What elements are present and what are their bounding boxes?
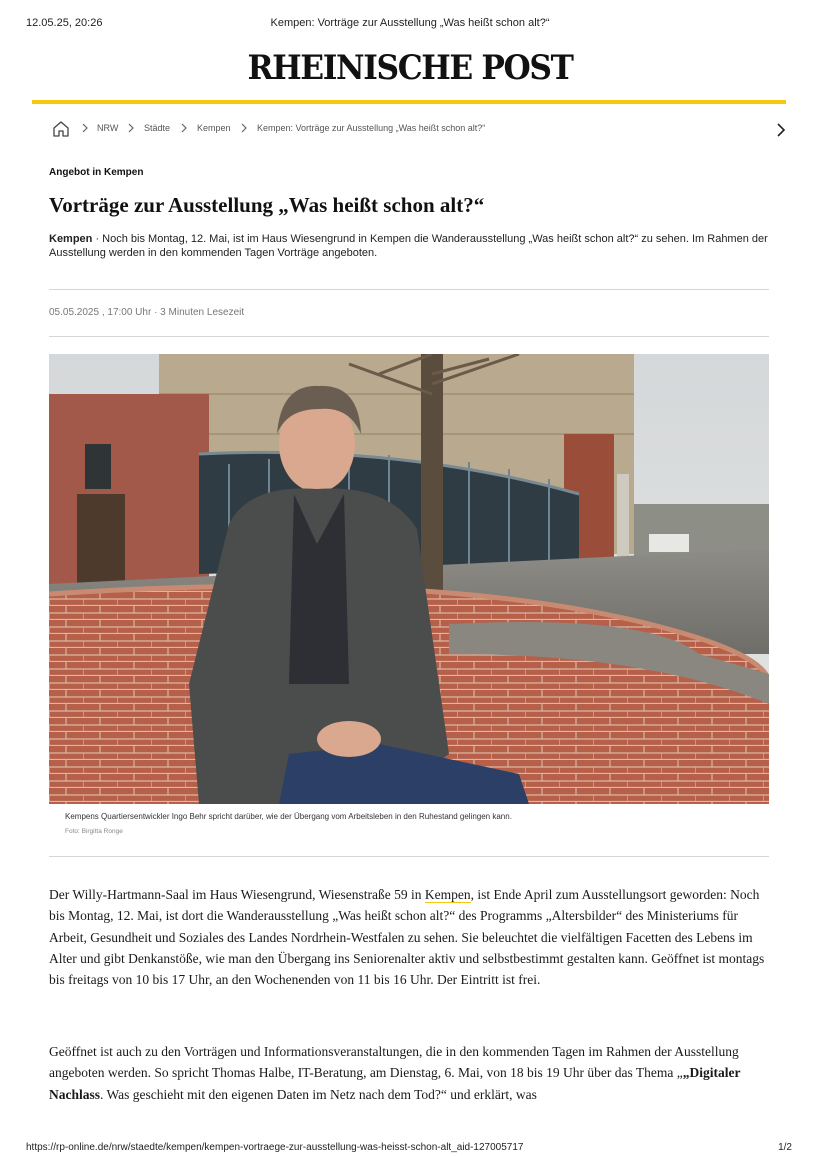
paragraph-text: Der Willy-Hartmann-Saal im Haus Wiesengrund, Wiesenstraße 59 in — [49, 887, 425, 902]
photo-caption: Kempens Quartiersentwickler Ingo Behr spricht darüber, wie der Übergang vom Arbeitsleben in den Ruhestand gelingen kann. — [65, 812, 512, 821]
article-headline: Vorträge zur Ausstellung „Was heißt schon alt?“ — [49, 193, 485, 217]
print-title: Kempen: Vorträge zur Ausstellung „Was heißt schon alt?“ — [270, 17, 550, 29]
lead-location: Kempen — [49, 233, 93, 245]
site-logo[interactable]: RHEINISCHE POST — [247, 48, 573, 88]
print-footer — [0, 1142, 820, 1156]
breadcrumb-nrw[interactable]: NRW — [97, 123, 119, 133]
breadcrumb-kempen[interactable]: Kempen — [197, 123, 231, 133]
article-paragraph — [49, 1041, 771, 1105]
article-meta: 05.05.2025 , 17:00 Uhr · 3 Minuten Lesezeit — [49, 307, 245, 318]
print-header — [0, 17, 820, 33]
breadcrumb-current: Kempen: Vorträge zur Ausstellung „Was heißt schon alt?“ — [257, 123, 486, 133]
lead-text: · Noch bis Montag, 12. Mai, ist im Haus Wiesengrund in Kempen die Wanderausstellung „Was heißt schon alt?“ zu sehen. Im Rahmen der Ausstellung werden in den kommenden Tagen Vorträge angeboten. — [49, 233, 768, 259]
logo-accent-rule — [32, 100, 786, 104]
home-icon[interactable] — [52, 120, 72, 140]
chevron-right-icon — [127, 122, 135, 134]
breadcrumb-staedte[interactable]: Städte — [144, 123, 171, 133]
chevron-right-icon — [180, 122, 188, 134]
divider — [49, 336, 769, 337]
print-page-number: 1/2 — [778, 1142, 792, 1153]
article-lead — [49, 233, 769, 260]
paragraph-bold-topic: „Digitaler Nachlass — [49, 1065, 741, 1102]
photo-credit: Foto: Birgitta Ronge — [65, 828, 123, 835]
print-url: https://rp-online.de/nrw/staedte/kempen/kempen-vortraege-zur-ausstellung-was-heisst-schon-alt_aid-127005717 — [26, 1142, 524, 1153]
article-paragraph — [49, 884, 771, 990]
article-kicker: Angebot in Kempen — [49, 167, 144, 178]
chevron-right-icon[interactable] — [776, 122, 786, 138]
kempen-link[interactable]: Kempen — [424, 887, 471, 902]
divider — [49, 289, 769, 290]
chevron-right-icon — [81, 122, 89, 134]
paragraph-text: Geöffnet ist auch zu den Vorträgen und Informationsveranstaltungen, die in den kommenden Tagen im Rahmen der Ausstellung angeboten werden. So spricht Thomas Halbe, IT-Beratung, am Dienstag, 6. Mai, von 18 bis 19 Uhr über das Thema „ — [49, 1044, 739, 1081]
chevron-right-icon — [240, 122, 248, 134]
breadcrumb — [52, 119, 792, 143]
paragraph-text: , ist Ende April zum Ausstellungsort geworden: Noch bis Montag, 12. Mai, ist dort die Wanderausstellung „Was heißt schon alt?“ des Programms „Altersbilder“ des Ministeriums für Arbeit, Gesundheit und Soziales des Landes Nordrhein-Westfalen zu sehen. Sie beleuchtet die vielfältigen Facetten des Lebens im Alter und gibt Denkanstöße, wie man den Übergang ins Seniorenalter aktiv und selbstbestimmt gestalten kann. Geöffnet ist montags bis freitags von 10 bis 17 Uhr, an den Wochenenden von 11 bis 16 Uhr. Der Eintritt ist frei. — [49, 887, 765, 988]
paragraph-text: . Was geschieht mit den eigenen Daten im Netz nach dem Tod?“ und erklärt, was — [100, 1086, 537, 1102]
article-photo[interactable] — [49, 354, 769, 804]
print-datetime: 12.05.25, 20:26 — [26, 17, 103, 29]
divider — [49, 856, 769, 857]
